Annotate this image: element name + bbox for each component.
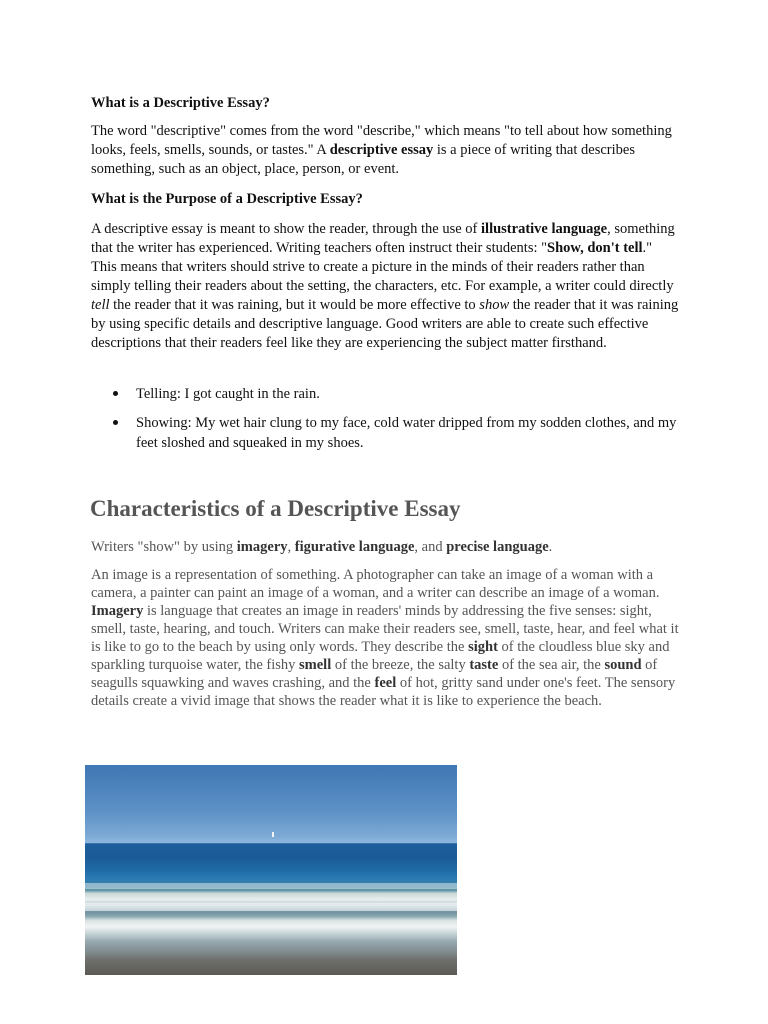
wave-line — [85, 883, 457, 889]
bold-text: precise language — [446, 539, 549, 555]
text-run: the reader that it was raining, but it would be more effective to — [109, 297, 480, 313]
paragraph-definition — [91, 122, 681, 179]
bold-text: descriptive essay — [329, 142, 434, 158]
bold-text: Show, don't tell — [547, 240, 643, 256]
wave-line — [85, 903, 457, 911]
text-run: The word "descriptive" comes from the word "describe," which means "to tell about how something looks, feels, smells, sounds, or tastes." A — [91, 123, 672, 158]
text-run: the reader that it was raining by using specific details and descriptive language. Good writers are able to create such effective descriptions that their readers feel like they are experiencing the subject matter firsthand. — [91, 297, 679, 351]
bold-text: smell — [299, 657, 332, 673]
text-run: of hot, gritty sand under one's feet. The sensory details create a vivid image that shows the reader what it is like to experience the beach. — [91, 675, 676, 709]
bullet-icon — [113, 391, 118, 396]
list-item — [91, 413, 691, 453]
paragraph-purpose — [91, 220, 681, 353]
bold-text: sound — [604, 657, 642, 673]
text-run: is a piece of writing that describes something, such as an object, place, person, or event. — [91, 142, 635, 177]
paragraph-intro — [91, 538, 681, 557]
italic-text: show — [479, 297, 510, 313]
sailboat-mark — [272, 832, 274, 837]
heading-what-is-descriptive-essay: What is a Descriptive Essay? — [91, 95, 270, 111]
text-run: A descriptive essay is meant to show the reader, through the use of — [91, 221, 482, 237]
text-run: of the cloudless blue sky and sparkling turquoise water, the fishy — [91, 639, 670, 673]
text-run: . — [548, 539, 553, 555]
bold-text: feel — [374, 675, 397, 691]
list-item-text: Showing: My wet hair clung to my face, cold water dripped from my sodden clothes, and my feet sloshed and squeaked in my shoes. — [136, 415, 677, 451]
beach-photo — [85, 765, 457, 975]
bold-text: imagery — [236, 539, 288, 555]
italic-text: tell — [91, 297, 110, 313]
paragraph-imagery — [91, 566, 681, 710]
text-run: of the breeze, the salty — [331, 657, 470, 673]
bold-text: figurative language — [294, 539, 415, 555]
text-run: , something that the writer has experienced. Writing teachers often instruct their students: " — [91, 221, 675, 256]
bold-text: taste — [469, 657, 499, 673]
text-run: Writers "show" by using — [91, 539, 237, 555]
text-run: of the sea air, the — [498, 657, 605, 673]
list-item-text: Telling: I got caught in the rain. — [136, 386, 320, 402]
text-run: , — [287, 539, 295, 555]
example-list — [91, 384, 691, 462]
text-run: of seagulls squawking and waves crashing, and the — [91, 657, 658, 691]
list-item — [91, 384, 691, 404]
bold-text: illustrative language — [481, 221, 608, 237]
bold-text: sight — [468, 639, 498, 655]
text-run: ." This means that writers should strive to create a picture in the minds of their readers rather than simply telling their readers about the setting, the characters, etc. For example, a writer could directly — [91, 240, 674, 294]
section-title-characteristics: Characteristics of a Descriptive Essay — [90, 496, 461, 521]
text-run: An image is a representation of something. A photographer can take an image of a woman with a camera, a painter can paint an image of a woman, and a writer can describe an image of a woman. — [91, 567, 660, 601]
bold-text: Imagery — [91, 603, 144, 619]
text-run: , and — [414, 539, 447, 555]
text-run: is language that creates an image in readers' minds by addressing the five senses: sight, smell, taste, hearing, and touch. Writers can make their readers see, smell, taste, hear, and feel what it is like to go to the beach by using only words. They describe the — [91, 603, 679, 655]
bullet-icon — [113, 420, 118, 425]
heading-purpose: What is the Purpose of a Descriptive Essay? — [91, 191, 363, 207]
